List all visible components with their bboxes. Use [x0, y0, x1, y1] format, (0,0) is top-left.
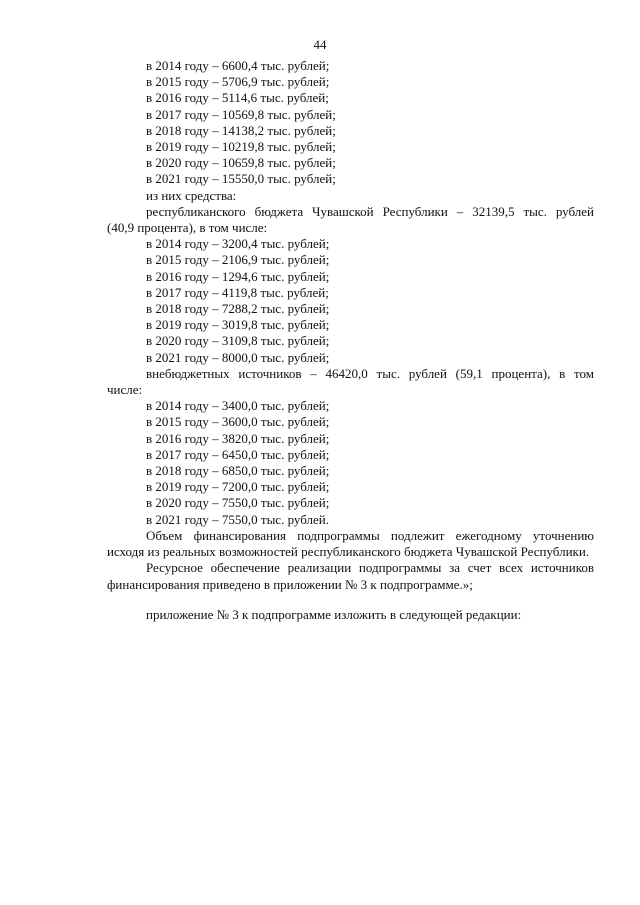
year-line: в 2015 году – 2106,9 тыс. рублей;: [146, 252, 330, 268]
year-line: в 2017 году – 10569,8 тыс. рублей;: [146, 106, 336, 122]
year-line: в 2019 году – 3019,8 тыс. рублей;: [146, 317, 330, 333]
year-line: в 2016 году – 5114,6 тыс. рублей;: [146, 90, 329, 106]
year-line: в 2021 году – 7550,0 тыс. рублей.: [146, 511, 329, 527]
year-line: в 2015 году – 5706,9 тыс. рублей;: [146, 74, 330, 90]
extrabudget-line-cont: числе:: [107, 382, 143, 398]
year-line: в 2019 году – 7200,0 тыс. рублей;: [146, 479, 330, 495]
year-line: в 2017 году – 4119,8 тыс. рублей;: [146, 284, 329, 300]
page-number: 44: [313, 37, 327, 52]
final-line: приложение № 3 к подпрограмме изложить в следующей редакции:: [146, 606, 522, 622]
year-line: в 2016 году – 3820,0 тыс. рублей;: [146, 430, 330, 446]
year-line: в 2021 году – 15550,0 тыс. рублей;: [146, 171, 336, 187]
year-line: в 2020 году – 3109,8 тыс. рублей;: [146, 333, 330, 349]
year-line: в 2017 году – 6450,0 тыс. рублей;: [146, 446, 330, 462]
year-line: в 2020 году – 7550,0 тыс. рублей;: [146, 495, 330, 511]
year-line: в 2014 году – 3200,4 тыс. рублей;: [146, 236, 330, 252]
extrabudget-by-year-list: [107, 398, 594, 528]
year-line: в 2018 году – 14138,2 тыс. рублей;: [146, 122, 336, 138]
year-line: в 2015 году – 3600,0 тыс. рублей;: [146, 414, 330, 430]
year-line: в 2014 году – 3400,0 тыс. рублей;: [146, 398, 330, 414]
year-line: в 2014 году – 6600,4 тыс. рублей;: [146, 58, 330, 73]
year-line: в 2020 году – 10659,8 тыс. рублей;: [146, 155, 336, 171]
extrabudget-line: внебюджетных источников – 46420,0 тыс. рублей (59,1 процента), в том: [146, 365, 594, 381]
year-line: в 2019 году – 10219,8 тыс. рублей;: [146, 139, 336, 155]
volume-paragraph: Объем финансирования подпрограммы подлежит ежегодному уточнению исходя из реальных возможностей республиканского бюджета Чувашской Республики.: [107, 527, 594, 560]
resources-paragraph: Ресурсное обеспечение реализации подпрограммы за счет всех источников финансирования приведено в приложении № 3 к подпрограмме.»;: [107, 560, 594, 592]
of-them-label: из них средства:: [146, 187, 237, 203]
spacer: [107, 593, 594, 607]
total-by-year-list: [107, 58, 594, 188]
republican-by-year-list: [107, 236, 594, 366]
year-line: в 2016 году – 1294,6 тыс. рублей;: [146, 268, 330, 284]
year-line: в 2021 году – 8000,0 тыс. рублей;: [146, 349, 330, 365]
republican-budget-line-cont: (40,9 процента), в том числе:: [107, 220, 268, 236]
document-body: [107, 58, 594, 623]
year-line: в 2018 году – 7288,2 тыс. рублей;: [146, 301, 330, 317]
republican-budget-line: республиканского бюджета Чувашской Республики – 32139,5 тыс. рублей: [146, 203, 594, 219]
year-line: в 2018 году – 6850,0 тыс. рублей;: [146, 463, 330, 479]
